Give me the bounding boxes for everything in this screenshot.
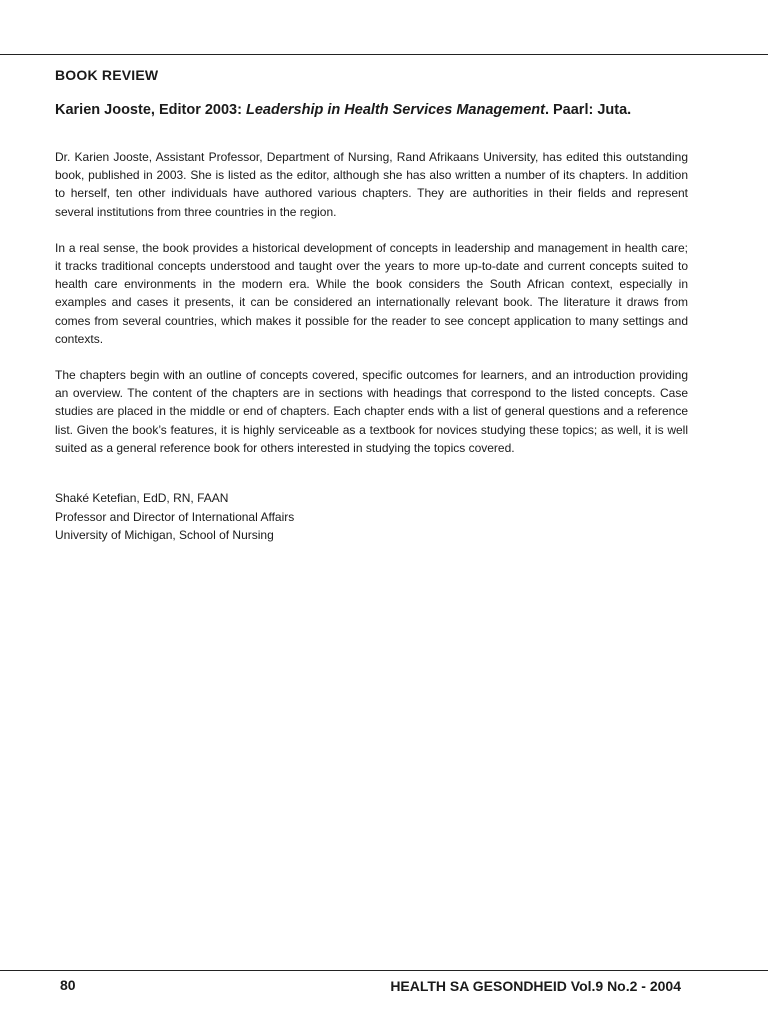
citation-book-title: Leadership in Health Services Management: [245, 102, 545, 118]
article-body: [55, 66, 688, 545]
section-label: BOOK REVIEW: [55, 67, 159, 83]
review-paragraph-3: The chapters begin with an outline of concepts covered, specific outcomes for learners, and an introduction providing an overview. The content of the chapters are in sections with headings that correspond to the listed concepts. Case studies are placed in the middle or end of chapters. Each chapter ends with a list of general questions and a reference list. Given the book’s features, it is highly serviceable as a textbook for novices studying these topics; as well, it is well suited as a general reference book for others interested in studying the topics covered.: [55, 368, 688, 455]
reviewer-title: Professor and Director of International Affairs: [55, 509, 295, 524]
citation-publisher: . Paarl: Juta.: [544, 102, 632, 118]
journal-footer: HEALTH SA GESONDHEID Vol.9 No.2 - 2004: [390, 978, 681, 994]
reviewer-affiliation: University of Michigan, School of Nursing: [55, 528, 274, 543]
top-divider: [0, 54, 768, 55]
book-citation: [55, 100, 688, 120]
reviewer-name: Shaké Ketefian, EdD, RN, FAAN: [55, 491, 229, 506]
citation-editor: Karien Jooste, Editor 2003:: [55, 102, 246, 118]
reviewer-signature: [55, 489, 688, 545]
review-paragraph-2: In a real sense, the book provides a historical development of concepts in leadership and management in health care; it tracks traditional concepts understood and taught over the years to more up-to-date and current concepts suited to health care environments in the modern era. While the book considers the South African context, especially in examples and cases it presents, it can be considered an internationally relevant book. The literature it draws from comes from several countries, which makes it possible for the reader to see concept application to many settings and contexts.: [55, 240, 688, 346]
bottom-divider: [0, 970, 768, 971]
review-paragraph-1: Dr. Karien Jooste, Assistant Professor, Department of Nursing, Rand Afrikaans University, has edited this outstanding book, published in 2003. She is listed as the editor, although she has also written a number of its chapters. In addition to herself, ten other individuals have authored various chapters. They are authorities in their fields and represent several institutions from three countries in the region.: [55, 150, 688, 219]
page-number: 80: [60, 977, 76, 993]
